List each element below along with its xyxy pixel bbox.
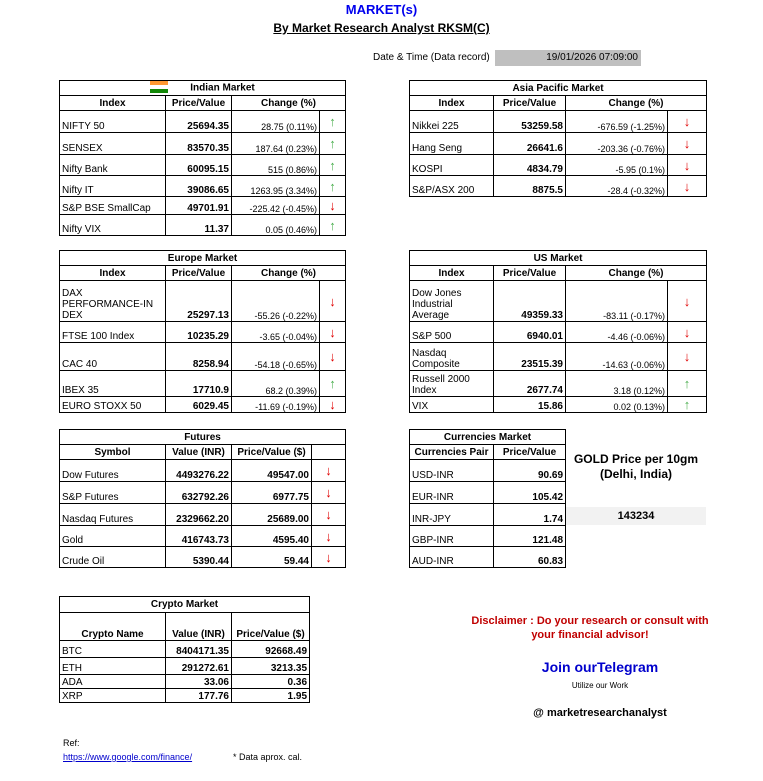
column-header: Price/Value ($) (232, 445, 312, 460)
row-name: GBP-INR (410, 526, 494, 547)
row-name: ADA (60, 675, 166, 689)
row-value: 25694.35 (166, 111, 232, 133)
table-row (410, 482, 566, 504)
row-value: 23515.39 (494, 343, 566, 371)
row-name: EURO STOXX 50 (60, 397, 166, 413)
column-header: Price/Value (494, 266, 566, 281)
datetime-value: 19/01/2026 07:09:00 (495, 50, 641, 66)
currencies-caption: Currencies Market (410, 430, 566, 445)
row-value: 8875.5 (494, 176, 566, 197)
column-header: Crypto Name (60, 613, 166, 641)
arrow-down-icon: ↓ (320, 397, 346, 413)
join-telegram-link[interactable]: Join ourTelegram (541, 659, 659, 675)
page-subtitle: By Market Research Analyst RKSM(C) (273, 21, 490, 35)
crypto-market-table (59, 596, 310, 703)
arrow-up-icon: ↑ (320, 371, 346, 397)
row-value-inr: 632792.26 (166, 482, 232, 504)
arrow-up-icon: ↑ (320, 111, 346, 133)
europe-market-caption: Europe Market (60, 251, 346, 266)
arrow-down-icon: ↓ (312, 482, 346, 504)
table-row (410, 111, 707, 133)
row-value-inr: 4493276.22 (166, 460, 232, 482)
table-row (60, 675, 310, 689)
row-value-inr: 416743.73 (166, 526, 232, 547)
row-name: INR-JPY (410, 504, 494, 526)
row-value: 25297.13 (166, 281, 232, 322)
row-change: 187.64 (0.23%) (232, 133, 320, 155)
table-row (60, 526, 346, 547)
row-change: 0.05 (0.46%) (232, 215, 320, 236)
row-change: 1263.95 (3.34%) (232, 176, 320, 197)
row-name: Nifty IT (60, 176, 166, 197)
row-name: USD-INR (410, 460, 494, 482)
table-row (60, 176, 346, 197)
row-change: -5.95 (0.1%) (566, 155, 668, 176)
row-name: Nifty Bank (60, 155, 166, 176)
table-row (60, 658, 310, 675)
row-value: 83570.35 (166, 133, 232, 155)
gold-price-title: GOLD Price per 10gm (Delhi, India) (573, 452, 699, 481)
table-row (60, 197, 346, 215)
row-change: -54.18 (-0.65%) (232, 343, 320, 371)
row-value-usd: 6977.75 (232, 482, 312, 504)
row-value: 8258.94 (166, 343, 232, 371)
row-value: 10235.29 (166, 322, 232, 343)
row-value: 49701.91 (166, 197, 232, 215)
column-header: Value (INR) (166, 613, 232, 641)
row-change: -83.11 (-0.17%) (566, 281, 668, 322)
row-name: Hang Seng (410, 133, 494, 155)
table-row (410, 133, 707, 155)
table-row (410, 397, 707, 413)
row-name: Russell 2000 Index (410, 371, 494, 397)
row-value: 17710.9 (166, 371, 232, 397)
table-row (60, 482, 346, 504)
row-value: 53259.58 (494, 111, 566, 133)
arrow-down-icon: ↓ (320, 197, 346, 215)
arrow-up-icon: ↑ (668, 371, 707, 397)
column-header: Change (%) (566, 96, 707, 111)
row-name: VIX (410, 397, 494, 413)
row-name: Nasdaq Composite (410, 343, 494, 371)
arrow-up-icon: ↑ (320, 133, 346, 155)
arrow-down-icon: ↓ (320, 281, 346, 322)
column-header: Price/Value ($) (232, 613, 310, 641)
column-header: Change (%) (232, 266, 346, 281)
row-name: S&P 500 (410, 322, 494, 343)
arrow-down-icon: ↓ (668, 133, 707, 155)
arrow-down-icon: ↓ (668, 322, 707, 343)
row-name: Dow Jones Industrial Average (410, 281, 494, 322)
reference-link[interactable]: https://www.google.com/finance/ (63, 752, 193, 762)
arrow-down-icon: ↓ (312, 504, 346, 526)
table-row (60, 215, 346, 236)
row-name: EUR-INR (410, 482, 494, 504)
arrow-up-icon: ↑ (320, 176, 346, 197)
table-row (60, 460, 346, 482)
row-value: 39086.65 (166, 176, 232, 197)
arrow-down-icon: ↓ (320, 343, 346, 371)
crypto-caption: Crypto Market (60, 597, 310, 613)
table-row (60, 322, 346, 343)
india-flag-icon (150, 81, 168, 93)
row-change: -14.63 (-0.06%) (566, 343, 668, 371)
table-row (410, 322, 707, 343)
table-row (410, 526, 566, 547)
row-value-usd: 92668.49 (232, 641, 310, 658)
row-value: 105.42 (494, 482, 566, 504)
table-row (410, 281, 707, 322)
row-name: DAX PERFORMANCE-IN DEX (60, 281, 166, 322)
row-change: -4.46 (-0.06%) (566, 322, 668, 343)
table-row (410, 547, 566, 568)
row-value: 2677.74 (494, 371, 566, 397)
table-row (60, 547, 346, 568)
row-value-usd: 4595.40 (232, 526, 312, 547)
row-value: 1.74 (494, 504, 566, 526)
table-row (410, 504, 566, 526)
row-value-usd: 49547.00 (232, 460, 312, 482)
row-value-inr: 8404171.35 (166, 641, 232, 658)
row-name: SENSEX (60, 133, 166, 155)
row-value-inr: 177.76 (166, 689, 232, 703)
column-header: Value (INR) (166, 445, 232, 460)
row-name: S&P BSE SmallCap (60, 197, 166, 215)
table-row (60, 504, 346, 526)
column-header: Index (410, 96, 494, 111)
us-market-caption: US Market (410, 251, 707, 266)
data-note: * Data aprox. cal. (233, 752, 303, 762)
row-value: 15.86 (494, 397, 566, 413)
row-change: -3.65 (-0.04%) (232, 322, 320, 343)
arrow-up-icon: ↑ (320, 155, 346, 176)
asia-market-caption: Asia Pacific Market (410, 81, 707, 96)
row-value: 90.69 (494, 460, 566, 482)
reference-label: Ref: (63, 738, 80, 748)
arrow-down-icon: ↓ (668, 281, 707, 322)
row-name: Nifty VIX (60, 215, 166, 236)
row-name: Crude Oil (60, 547, 166, 568)
table-row (60, 281, 346, 322)
arrow-down-icon: ↓ (320, 322, 346, 343)
column-header: Currencies Pair (410, 445, 494, 460)
row-value-usd: 0.36 (232, 675, 310, 689)
column-header: Price/Value (494, 445, 566, 460)
column-header: Index (60, 96, 166, 111)
row-change: 515 (0.86%) (232, 155, 320, 176)
row-change: 0.02 (0.13%) (566, 397, 668, 413)
empty-header-cell (312, 445, 346, 460)
row-change: 68.2 (0.39%) (232, 371, 320, 397)
column-header: Price/Value (166, 266, 232, 281)
arrow-down-icon: ↓ (668, 155, 707, 176)
us-market-table (409, 250, 707, 413)
utilize-text: Utilize our Work (571, 681, 629, 690)
arrow-down-icon: ↓ (668, 111, 707, 133)
row-name: Dow Futures (60, 460, 166, 482)
row-change: -11.69 (-0.19%) (232, 397, 320, 413)
row-value: 121.48 (494, 526, 566, 547)
row-change: -28.4 (-0.32%) (566, 176, 668, 197)
row-value: 11.37 (166, 215, 232, 236)
row-name: NIFTY 50 (60, 111, 166, 133)
row-value-usd: 59.44 (232, 547, 312, 568)
table-row (60, 689, 310, 703)
table-row (60, 111, 346, 133)
row-change: -225.42 (-0.45%) (232, 197, 320, 215)
row-value-inr: 291272.61 (166, 658, 232, 675)
table-row (60, 371, 346, 397)
arrow-down-icon: ↓ (312, 547, 346, 568)
row-value: 6940.01 (494, 322, 566, 343)
column-header: Price/Value (494, 96, 566, 111)
row-name: Nasdaq Futures (60, 504, 166, 526)
disclaimer-text: Disclaimer : Do your research or consult with your financial advisor! (471, 615, 709, 641)
gold-price-value: 143234 (566, 507, 706, 525)
row-name: S&P Futures (60, 482, 166, 504)
datetime-label: Date & Time (Data record) (373, 52, 490, 63)
column-header: Change (%) (232, 96, 346, 111)
column-header: Change (%) (566, 266, 707, 281)
table-row (410, 176, 707, 197)
row-name: XRP (60, 689, 166, 703)
futures-table (59, 429, 346, 568)
column-header: Symbol (60, 445, 166, 460)
arrow-up-icon: ↑ (320, 215, 346, 236)
table-row (410, 371, 707, 397)
table-row (410, 460, 566, 482)
row-name: Gold (60, 526, 166, 547)
row-value: 26641.6 (494, 133, 566, 155)
row-name: Nikkei 225 (410, 111, 494, 133)
currencies-market-table (409, 429, 566, 568)
table-row (60, 641, 310, 658)
arrow-down-icon: ↓ (312, 526, 346, 547)
arrow-down-icon: ↓ (312, 460, 346, 482)
row-name: KOSPI (410, 155, 494, 176)
futures-caption: Futures (60, 430, 346, 445)
row-change: 3.18 (0.12%) (566, 371, 668, 397)
column-header: Index (60, 266, 166, 281)
row-value-inr: 2329662.20 (166, 504, 232, 526)
arrow-up-icon: ↑ (668, 397, 707, 413)
europe-market-table (59, 250, 346, 413)
row-value: 60.83 (494, 547, 566, 568)
column-header: Index (410, 266, 494, 281)
row-name: ETH (60, 658, 166, 675)
table-row (60, 155, 346, 176)
row-name: AUD-INR (410, 547, 494, 568)
row-change: -55.26 (-0.22%) (232, 281, 320, 322)
row-name: BTC (60, 641, 166, 658)
row-change: -203.36 (-0.76%) (566, 133, 668, 155)
arrow-down-icon: ↓ (668, 343, 707, 371)
table-row (60, 397, 346, 413)
row-name: IBEX 35 (60, 371, 166, 397)
table-row (410, 343, 707, 371)
row-value: 4834.79 (494, 155, 566, 176)
row-change: -676.59 (-1.25%) (566, 111, 668, 133)
column-header: Price/Value (166, 96, 232, 111)
row-value: 49359.33 (494, 281, 566, 322)
page-title: MARKET(s) (345, 2, 418, 17)
row-value-inr: 33.06 (166, 675, 232, 689)
row-value-usd: 3213.35 (232, 658, 310, 675)
row-value: 60095.15 (166, 155, 232, 176)
arrow-down-icon: ↓ (668, 176, 707, 197)
indian-market-table (59, 80, 346, 236)
row-change: 28.75 (0.11%) (232, 111, 320, 133)
indian-market-caption: Indian Market (60, 81, 346, 96)
row-value-inr: 5390.44 (166, 547, 232, 568)
asia-pacific-market-table (409, 80, 707, 197)
table-row (410, 155, 707, 176)
social-handle: @ marketresearchanalyst (533, 707, 667, 719)
row-value-usd: 25689.00 (232, 504, 312, 526)
row-name: CAC 40 (60, 343, 166, 371)
table-row (60, 133, 346, 155)
row-value-usd: 1.95 (232, 689, 310, 703)
row-name: S&P/ASX 200 (410, 176, 494, 197)
row-name: FTSE 100 Index (60, 322, 166, 343)
row-value: 6029.45 (166, 397, 232, 413)
table-row (60, 343, 346, 371)
